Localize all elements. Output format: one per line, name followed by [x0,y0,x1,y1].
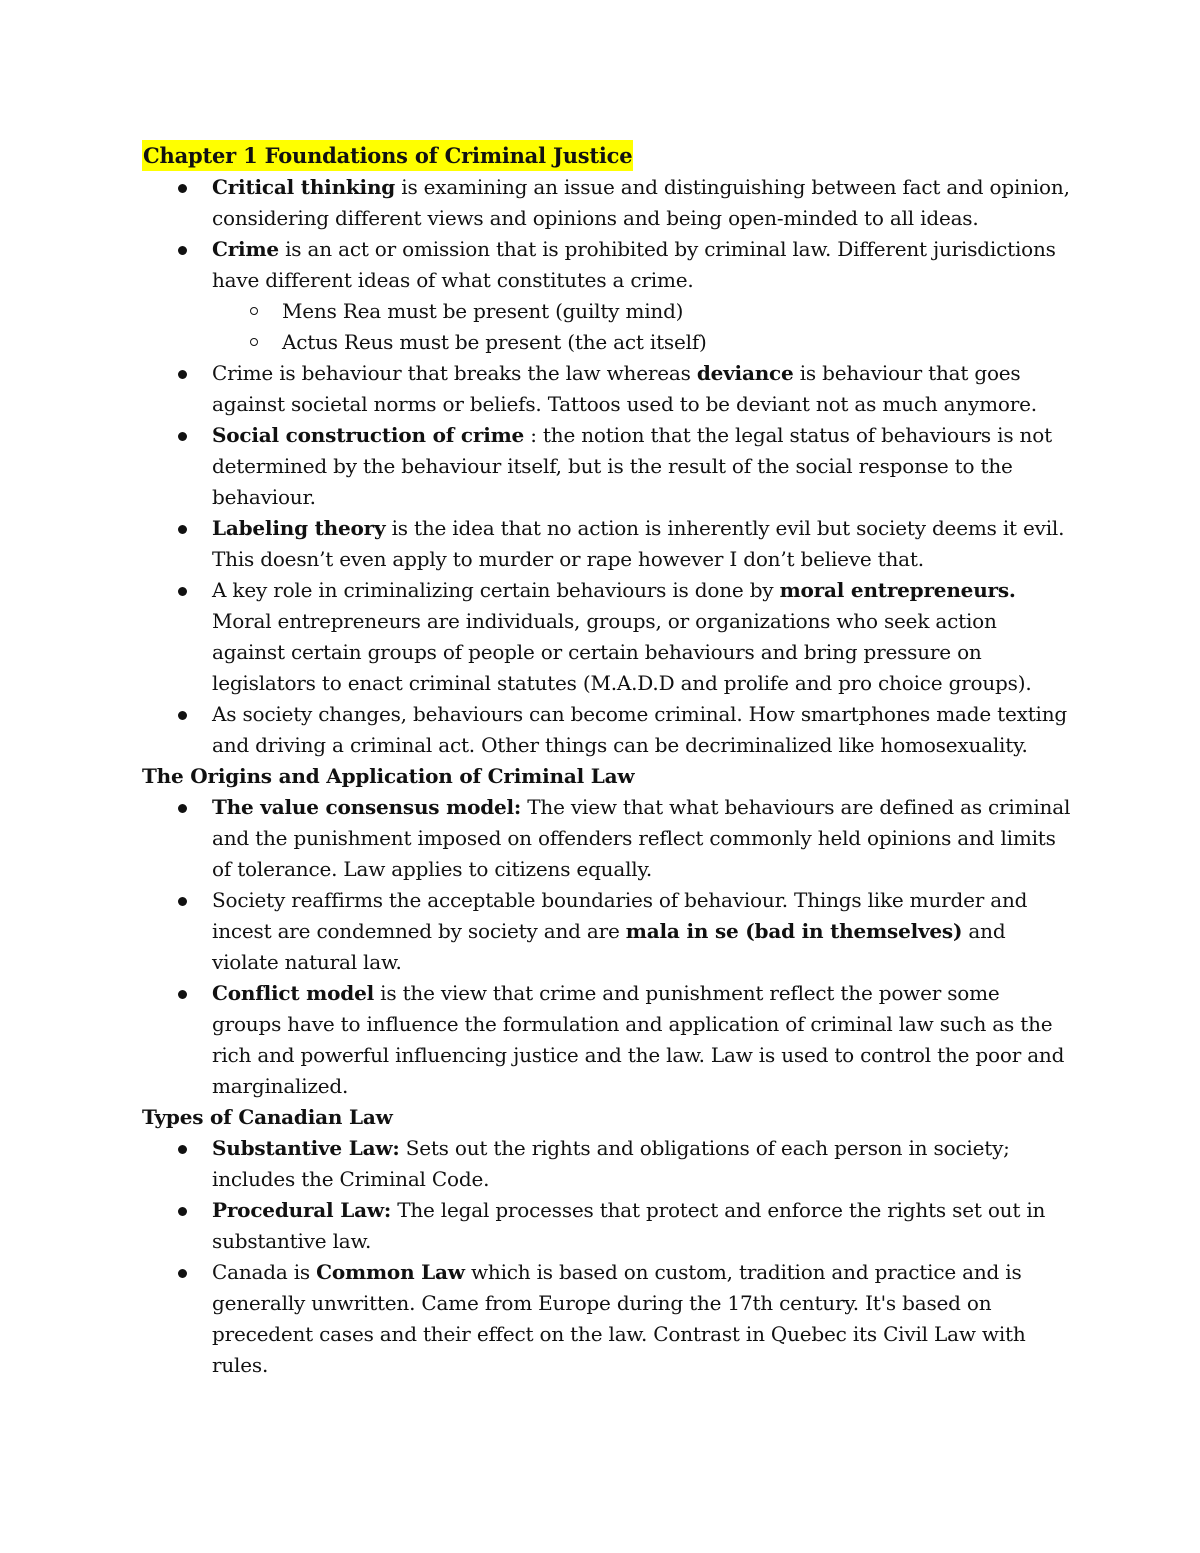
term: Labeling theory [212,516,386,540]
sub-list-item [212,296,1072,327]
term: Critical thinking [212,175,396,199]
hollow-bullet-icon [250,338,258,346]
item-text: which is based on custom, tradition and practice and is generally unwritten. Came from Europe during the 17th century. It's based on precedent cases and their effect on the law. Contrast in Quebec its Civil Law with rules. [212,1260,1026,1377]
list-item [142,885,1072,978]
sub-item-text: Actus Reus must be present (the act itself) [282,330,707,354]
term: Substantive Law: [212,1136,400,1160]
list-item [142,234,1072,358]
section-canadian-law [142,1102,1072,1381]
bullet-list [142,1133,1072,1381]
bullet-icon [178,990,187,999]
list-item [142,575,1072,699]
term: Procedural Law: [212,1198,392,1222]
item-text: Sets out the rights and obligations of each person in society; includes the Criminal Code. [212,1136,1010,1191]
list-item [142,1257,1072,1381]
bullet-icon [178,370,187,379]
term: Crime [212,237,279,261]
term: moral entrepreneurs. [779,578,1016,602]
chapter-title: Chapter 1 Foundations of Criminal Justice [142,140,633,171]
section-origins [142,761,1072,1102]
list-item [142,420,1072,513]
list-item [142,513,1072,575]
bullet-list [142,792,1072,1102]
term: Social construction of crime [212,423,525,447]
hollow-bullet-icon [250,307,258,315]
section-foundations [142,140,1072,761]
item-text: The legal processes that protect and enforce the rights set out in substantive law. [212,1198,1046,1253]
term: deviance [696,361,794,385]
item-text: The view that what behaviours are defined as criminal and the punishment imposed on offenders reflect commonly held opinions and limits of tolerance. Law applies to citizens equally. [212,795,1071,881]
section-heading: Types of Canadian Law [142,1105,393,1129]
bullet-icon [178,587,187,596]
list-item [142,699,1072,761]
sub-list [212,296,1072,358]
list-item [142,978,1072,1102]
term: mala in se (bad in themselves) [625,919,963,943]
item-text: Moral entrepreneurs are individuals, groups, or organizations who seek action against certain groups of people or certain behaviours and bring pressure on legislators to enact criminal statutes (M.A.D.D and prolife and pro choice groups). [212,609,1032,695]
term: Conflict model [212,981,374,1005]
term: The value consensus model: [212,795,522,819]
list-item [142,358,1072,420]
bullet-list [142,172,1072,761]
bullet-icon [178,184,187,193]
sub-item-text: Mens Rea must be present (guilty mind) [282,299,684,323]
item-text: is the view that crime and punishment reflect the power some groups have to influence the formulation and application of criminal law such as the rich and powerful influencing justice and the law. Law is used to control the poor and marginalized. [212,981,1065,1098]
bullet-icon [178,525,187,534]
list-item [142,1195,1072,1257]
bullet-icon [178,897,187,906]
item-text: is examining an issue and distinguishing between fact and opinion, considering different views and opinions and being open-minded to all ideas. [212,175,1070,230]
list-item [142,1133,1072,1195]
term: Common Law [316,1260,465,1284]
bullet-icon [178,1207,187,1216]
item-text: is behaviour that goes against societal norms or beliefs. Tattoos used to be deviant not as much anymore. [212,361,1037,416]
sub-list-item [212,327,1072,358]
list-item [142,792,1072,885]
section-heading [142,140,1072,172]
item-text: is an act or omission that is prohibited by criminal law. Different jurisdictions have different ideas of what constitutes a crime. [212,237,1056,292]
bullet-icon [178,1269,187,1278]
item-text: and violate natural law. [212,919,1006,974]
document-page [142,140,1072,1381]
item-pre-text: A key role in criminalizing certain behaviours is done by [212,578,780,602]
list-item [142,172,1072,234]
bullet-icon [178,804,187,813]
item-pre-text: Society reaffirms the acceptable boundaries of behaviour. Things like murder and incest are condemned by society and are [212,888,1028,943]
item-text: As society changes, behaviours can become criminal. How smartphones made texting and driving a criminal act. Other things can be decriminalized like homosexuality. [212,702,1068,757]
item-text: : the notion that the legal status of behaviours is not determined by the behaviour itself, but is the result of the social response to the behaviour. [212,423,1052,509]
bullet-icon [178,711,187,720]
bullet-icon [178,1145,187,1154]
item-pre-text: Crime is behaviour that breaks the law whereas [212,361,697,385]
item-text: is the idea that no action is inherently evil but society deems it evil. This doesn’t even apply to murder or rape however I don’t believe that. [212,516,1065,571]
bullet-icon [178,246,187,255]
section-heading: The Origins and Application of Criminal Law [142,764,635,788]
bullet-icon [178,432,187,441]
item-pre-text: Canada is [212,1260,317,1284]
